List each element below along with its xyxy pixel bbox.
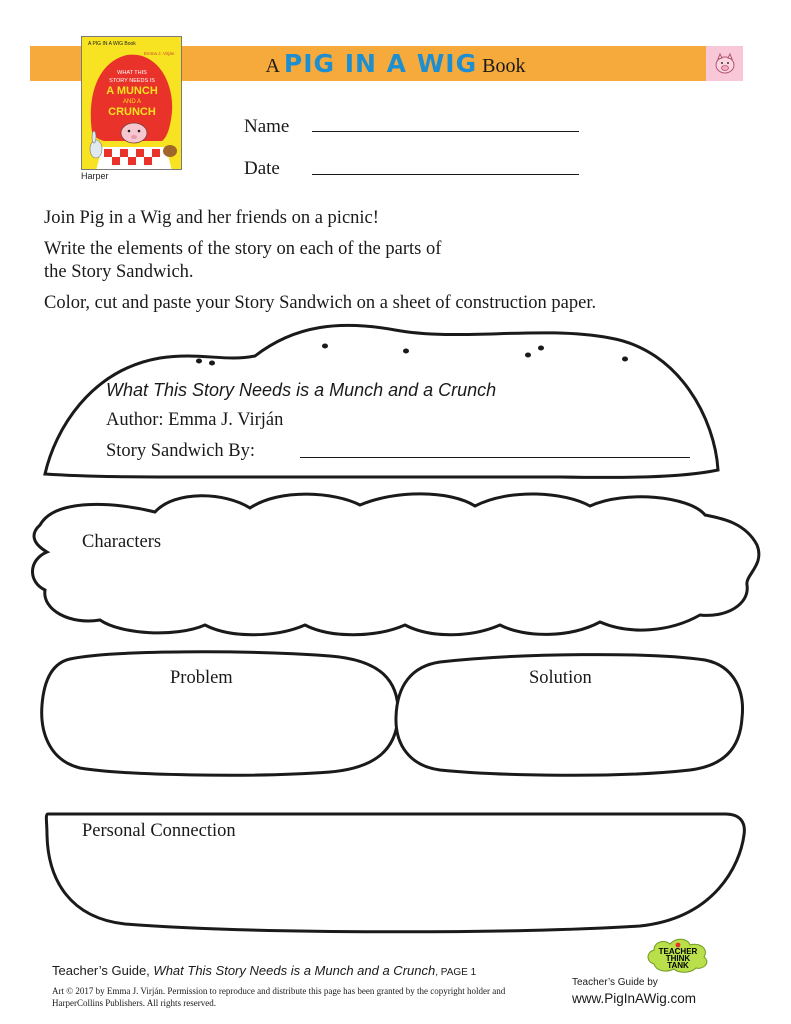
cover-title-line5: CRUNCH bbox=[108, 106, 156, 118]
instruction-line-1: Join Pig in a Wig and her friends on a picnic! bbox=[44, 208, 379, 228]
characters-label: Characters bbox=[82, 532, 162, 552]
instruction-line-2a: Write the elements of the story on each of the parts of bbox=[44, 239, 442, 259]
website-link[interactable]: www.PigInAWig.com bbox=[572, 991, 697, 1006]
name-label: Name bbox=[244, 116, 290, 137]
cover-title-line3: A MUNCH bbox=[106, 85, 158, 97]
ttt-line-1: TEACHER bbox=[658, 947, 698, 956]
solution-label: Solution bbox=[529, 668, 592, 688]
footer-book-title: What This Story Needs is a Munch and a Crunch bbox=[153, 963, 436, 978]
date-label: Date bbox=[244, 158, 280, 179]
instruction-line-3: Color, cut and paste your Story Sandwich on a sheet of construction paper. bbox=[44, 293, 597, 313]
personal-connection-label: Personal Connection bbox=[82, 821, 236, 841]
date-field[interactable] bbox=[312, 174, 579, 175]
pig-face-icon bbox=[706, 46, 743, 81]
cover-series: A PIG IN A WIG Book bbox=[88, 41, 136, 47]
cover-author: Emma J. Virján bbox=[144, 51, 175, 56]
book-cover bbox=[81, 36, 182, 170]
book-title: What This Story Needs is a Munch and a Crunch bbox=[106, 380, 497, 400]
cover-illustration bbox=[82, 37, 182, 170]
teacher-think-tank-logo bbox=[644, 936, 712, 974]
story-sandwich-by-field[interactable] bbox=[300, 457, 690, 458]
lettuce-shape bbox=[32, 494, 758, 635]
name-field[interactable] bbox=[312, 131, 579, 132]
ttt-line-2: THINK bbox=[665, 954, 691, 963]
footer-page: , PAGE 1 bbox=[435, 967, 477, 978]
header-suffix: Book bbox=[482, 55, 526, 77]
story-sandwich-by-label: Story Sandwich By: bbox=[106, 441, 256, 461]
publisher-label: Harper bbox=[81, 171, 109, 181]
copyright-notice: Art © 2017 by Emma J. Virján. Permission to reproduce and distribute this page has been granted by the copyright holder and HarperCollins Publishers. All rights reserved. bbox=[52, 986, 506, 1008]
footer-guide-prefix: Teacher’s Guide, bbox=[52, 963, 154, 978]
teacher-guide-by-label: Teacher’s Guide by bbox=[572, 977, 658, 988]
cover-title-line4: AND A bbox=[122, 99, 142, 105]
header-prefix: A bbox=[265, 55, 279, 77]
ttt-line-3: TANK bbox=[667, 961, 689, 970]
problem-label: Problem bbox=[170, 668, 233, 688]
cover-title-line2: STORY NEEDS IS bbox=[109, 78, 155, 84]
footer-guide-title bbox=[52, 963, 476, 978]
author-line: Author: Emma J. Virján bbox=[106, 410, 284, 430]
pig-badge bbox=[706, 46, 743, 81]
brand-title: PIG IN A WIG bbox=[283, 49, 478, 78]
cover-title-line1: WHAT THIS bbox=[117, 70, 147, 76]
instruction-line-2b: the Story Sandwich. bbox=[44, 262, 194, 282]
